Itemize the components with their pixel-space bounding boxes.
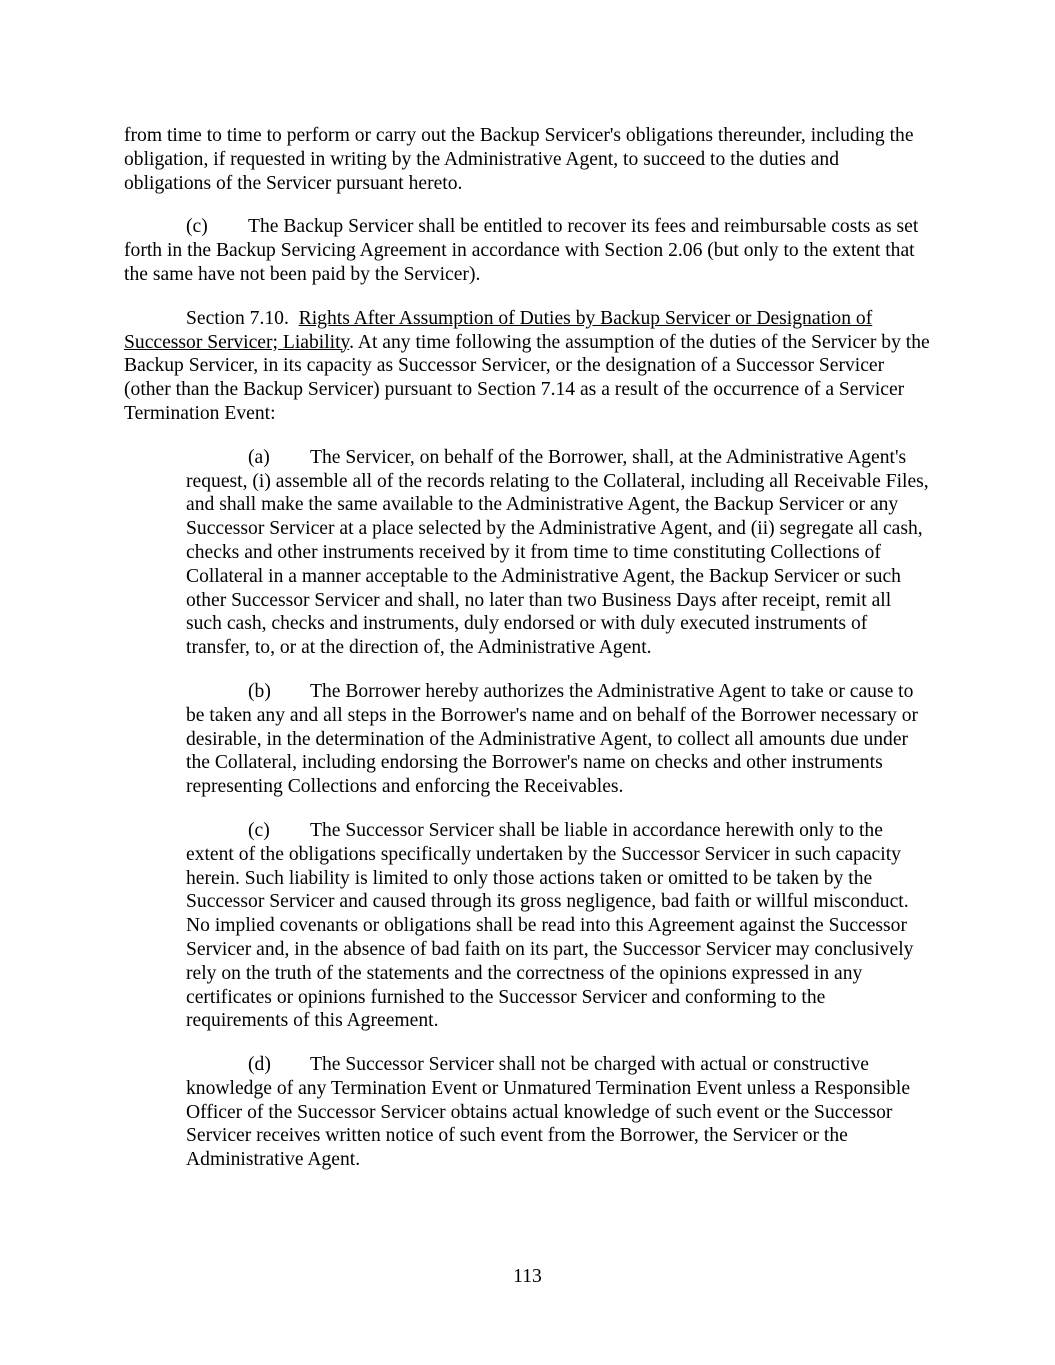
paragraph-c-backup-fees (124, 215, 930, 286)
paragraph-text: The Backup Servicer shall be entitled to recover its fees and reimbursable costs as set forth in the Backup Servicing Agreement in accordance with Section 2.06 (but only to the extent that the same have not been paid by the Servicer). (124, 216, 919, 285)
subparagraph-c (186, 819, 930, 1033)
subparagraph-text: The Successor Servicer shall not be charged with actual or constructive knowledge of any Termination Event or Unmatured Termination Event unless a Responsible Officer of the Successor Servicer obtains actual knowledge of such event or the Successor Servicer receives written notice of such event from the Borrower, the Servicer or the Administrative Agent. (186, 1054, 911, 1171)
section-7-10-paragraph (124, 307, 930, 426)
subparagraph-marker: (c) (248, 819, 270, 841)
page-number: 113 (513, 1266, 542, 1287)
paragraph-marker: (c) (186, 216, 208, 238)
subparagraph-text: The Borrower hereby authorizes the Administrative Agent to take or cause to be taken any and all steps in the Borrower's name and on behalf of the Borrower necessary or desirable, in the determination of the Administrative Agent, to collect all amounts due under the Collateral, including endorsing the Borrower's name on checks and other instruments representing Collections and enforcing the Receivables. (186, 680, 919, 798)
subparagraph-marker: (d) (248, 1054, 271, 1076)
document-body (124, 124, 930, 1192)
subparagraph-marker: (b) (248, 680, 271, 702)
continuation-paragraph (124, 124, 930, 195)
subparagraph-text: The Successor Servicer shall be liable in accordance herewith only to the extent of the obligations specifically undertaken by the Successor Servicer in such capacity herein. Such liability is limited to only those actions taken or omitted to be taken by the Successor Servicer and caused through its gross negligence, bad faith or willful misconduct. No implied covenants or obligations shall be read into this Agreement against the Successor Servicer and, in the absence of bad faith on its part, the Successor Servicer may conclusively rely on the truth of the statements and the correctness of the opinions expressed in any certificates or opinions furnished to the Successor Servicer and conforming to the requirements of this Agreement. (186, 819, 914, 1032)
section-heading: Rights After Assumption of Duties by Backup Servicer or Designation of Successor Servicer; Liability (124, 307, 873, 353)
subparagraph-marker: (a) (248, 446, 270, 468)
subparagraph-a (186, 446, 930, 660)
section-text: . At any time following the assumption of the duties of the Servicer by the Backup Servicer, in its capacity as Successor Servicer, or the designation of a Successor Servicer (other than the Backup Servicer) pursuant to Section 7.14 as a result of the occurrence of a Servicer Termination Event: (124, 331, 930, 424)
subparagraph-b (186, 680, 930, 799)
section-number: Section 7.10. (186, 307, 289, 329)
subparagraph-d (186, 1053, 930, 1172)
subparagraph-text: The Servicer, on behalf of the Borrower, shall, at the Administrative Agent's request, (i) assemble all of the records relating to the Collateral, including all Receivable Files, and shall make the same available to the Administrative Agent, the Backup Servicer or any Successor Servicer at a place selected by the Administrative Agent, and (ii) segregate all cash, checks and other instruments received by it from time to time constituting Collections of Collateral in a manner acceptable to the Administrative Agent, the Backup Servicer or such other Successor Servicer and shall, no later than two Business Days after receipt, remit all such cash, checks and instruments, duly endorsed or with duly executed instruments of transfer, to, or at the direction of, the Administrative Agent. (186, 446, 929, 659)
continuation-text: from time to time to perform or carry out the Backup Servicer's obligations thereunder, including the obligation, if requested in writing by the Administrative Agent, to succeed to the duties and obligations of the Servicer pursuant hereto. (124, 125, 914, 194)
